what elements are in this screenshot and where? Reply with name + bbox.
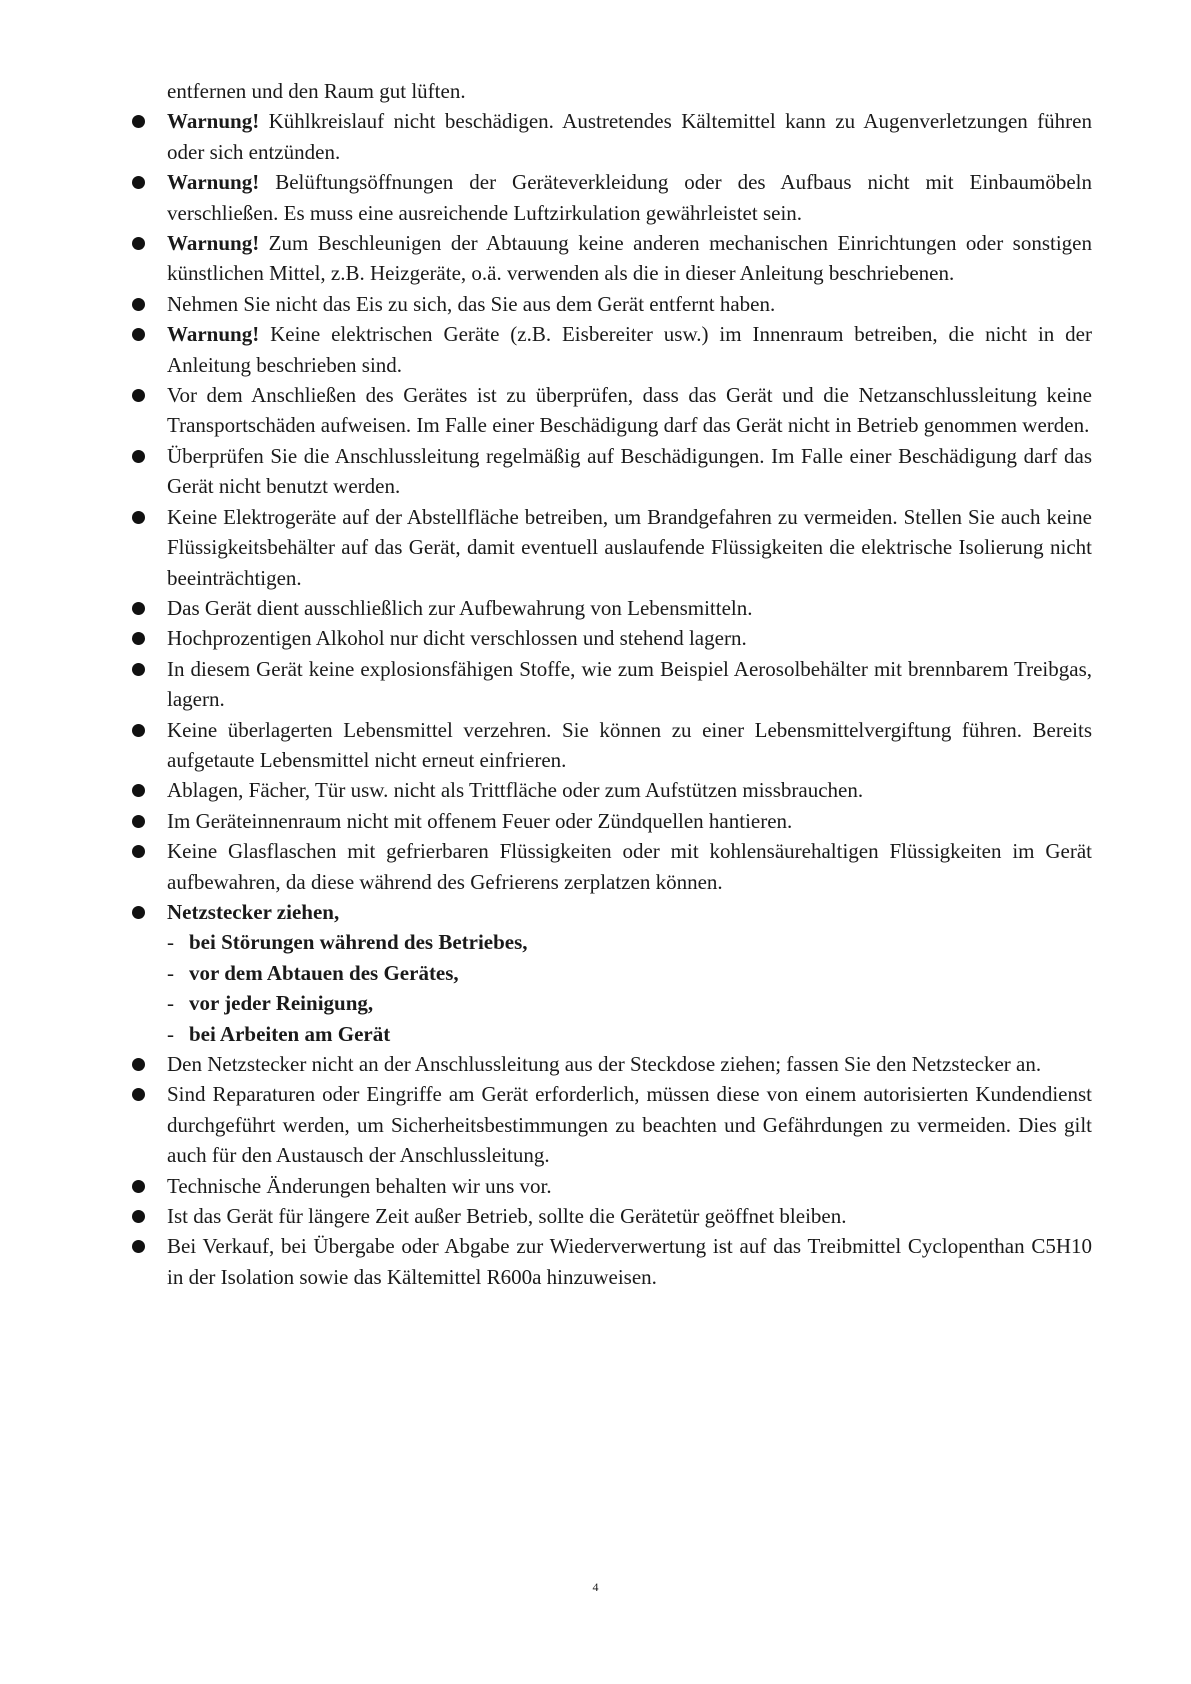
list-item-text: Keine Glasflaschen mit gefrierbaren Flüssigkeiten oder mit kohlensäurehaltigen Flüssigkeiten im Gerät aufbewahren, da diese während des Gefrierens zerplatzen können. bbox=[167, 839, 1092, 894]
list-item bbox=[132, 1201, 1092, 1231]
list-item bbox=[132, 289, 1092, 319]
warning-label: Warnung! bbox=[167, 170, 260, 195]
bullet-icon bbox=[132, 511, 145, 524]
list-item-text: Belüftungsöffnungen der Geräteverkleidung oder des Aufbaus nicht mit Einbaumöbeln verschließen. Es muss eine ausreichende Luftzirkulation gewährleistet sein. bbox=[167, 170, 1092, 225]
safety-list bbox=[132, 106, 1092, 1292]
bullet-icon bbox=[132, 815, 145, 828]
list-item-text: Technische Änderungen behalten wir uns vor. bbox=[167, 1173, 552, 1198]
sub-list-item bbox=[167, 988, 1092, 1018]
bullet-icon bbox=[132, 237, 145, 250]
list-item bbox=[132, 897, 1092, 927]
list-item bbox=[132, 106, 1092, 167]
bullet-icon bbox=[132, 845, 145, 858]
list-item-text: Zum Beschleunigen der Abtauung keine anderen mechanischen Einrichtungen oder sonstigen künstlichen Mittel, z.B. Heizgeräte, o.ä. verwenden als die in dieser Anleitung beschriebenen. bbox=[167, 231, 1092, 286]
list-item-text: Den Netzstecker nicht an der Anschlussleitung aus der Steckdose ziehen; fassen Sie den Netzstecker an. bbox=[167, 1052, 1042, 1076]
list-item bbox=[132, 806, 1092, 836]
list-item bbox=[132, 654, 1092, 715]
bullet-icon bbox=[132, 1088, 145, 1101]
dash-icon: - bbox=[167, 960, 174, 985]
list-item-text: Keine Elektrogeräte auf der Abstellfläche betreiben, um Brandgefahren zu vermeiden. Stellen Sie auch keine Flüssigkeitsbehälter auf das Gerät, damit eventuell auslaufende Flüssigkeiten die elektrische Isolierung nicht beeinträchtigen. bbox=[167, 504, 1092, 590]
bullet-icon bbox=[132, 389, 145, 402]
sub-list-item bbox=[167, 1019, 1092, 1049]
sub-list-item-text: vor jeder Reinigung, bbox=[189, 991, 374, 1016]
list-item-text: Kühlkreislauf nicht beschädigen. Austretendes Kältemittel kann zu Augenverletzungen führen oder sich entzünden. bbox=[167, 109, 1092, 164]
list-item bbox=[132, 593, 1092, 623]
bullet-icon bbox=[132, 663, 145, 676]
list-item-text: Sind Reparaturen oder Eingriffe am Gerät erforderlich, müssen diese von einem autorisierten Kundendienst durchgeführt werden, um Sicherheitsbestimmungen zu beachten und Gefährdungen zu vermeiden. Dies gilt auch für den Austausch der Anschlussleitung. bbox=[167, 1082, 1092, 1168]
unplug-heading: Netzstecker ziehen, bbox=[167, 899, 340, 924]
bullet-icon bbox=[132, 784, 145, 797]
list-item bbox=[132, 775, 1092, 805]
list-item-text: Ist das Gerät für längere Zeit außer Betrieb, sollte die Gerätetür geöffnet bleiben. bbox=[167, 1204, 847, 1229]
list-item-text: Hochprozentigen Alkohol nur dicht verschlossen und stehend lagern. bbox=[167, 626, 747, 651]
list-item-text: Bei Verkauf, bei Übergabe oder Abgabe zur Wiederverwertung ist auf das Treibmittel Cyclopenthan C5H10 in der Isolation sowie das Kältemittel R600a hinzuweisen. bbox=[167, 1234, 1092, 1289]
list-item bbox=[132, 715, 1092, 776]
list-item bbox=[132, 1079, 1092, 1170]
bullet-icon bbox=[132, 1180, 145, 1193]
bullet-icon bbox=[132, 632, 145, 645]
list-item bbox=[132, 380, 1092, 441]
dash-icon: - bbox=[167, 1021, 174, 1046]
list-item-text: Vor dem Anschließen des Gerätes ist zu überprüfen, dass das Gerät und die Netzanschlussleitung keine Transportschäden aufweisen. Im Falle einer Beschädigung darf das Gerät nicht in Betrieb genommen werden. bbox=[167, 383, 1092, 438]
bullet-icon bbox=[132, 115, 145, 128]
list-item bbox=[132, 623, 1092, 653]
bullet-icon bbox=[132, 1210, 145, 1223]
list-item bbox=[132, 1049, 1092, 1079]
list-item bbox=[132, 1231, 1092, 1292]
bullet-icon bbox=[132, 1058, 145, 1071]
list-item-text: Das Gerät dient ausschließlich zur Aufbewahrung von Lebensmitteln. bbox=[167, 595, 753, 620]
list-item-text: Keine überlagerten Lebensmittel verzehren. Sie können zu einer Lebensmittelvergiftung führen. Bereits aufgetaute Lebensmittel nicht erneut einfrieren. bbox=[167, 717, 1092, 772]
list-item bbox=[132, 1171, 1092, 1201]
page-number: 4 bbox=[592, 1580, 599, 1594]
list-item bbox=[132, 836, 1092, 897]
bullet-icon bbox=[132, 298, 145, 311]
list-item bbox=[132, 502, 1092, 593]
sub-list-item-text: vor dem Abtauen des Gerätes, bbox=[189, 960, 459, 985]
warning-label: Warnung! bbox=[167, 231, 260, 256]
bullet-icon bbox=[132, 602, 145, 615]
continuation-text: entfernen und den Raum gut lüften. bbox=[167, 79, 466, 103]
dash-icon: - bbox=[167, 930, 174, 955]
list-item bbox=[132, 441, 1092, 502]
list-item-text: In diesem Gerät keine explosionsfähigen Stoffe, wie zum Beispiel Aerosolbehälter mit brennbarem Treibgas, lagern. bbox=[167, 656, 1092, 712]
list-item-text: Im Geräteinnenraum nicht mit offenem Feuer oder Zündquellen hantieren. bbox=[167, 808, 793, 833]
list-item-text: Ablagen, Fächer, Tür usw. nicht als Trittfläche oder zum Aufstützen missbrauchen. bbox=[167, 778, 864, 803]
list-item-text: Nehmen Sie nicht das Eis zu sich, das Sie aus dem Gerät entfernt haben. bbox=[167, 291, 776, 316]
list-item-text: Überprüfen Sie die Anschlussleitung regelmäßig auf Beschädigungen. Im Falle einer Beschädigung darf das Gerät nicht benutzt werden. bbox=[167, 443, 1092, 499]
sub-list-item bbox=[167, 958, 1092, 988]
list-item bbox=[132, 319, 1092, 380]
bullet-icon bbox=[132, 328, 145, 341]
warning-label: Warnung! bbox=[167, 109, 260, 134]
bullet-icon bbox=[132, 724, 145, 737]
dash-icon: - bbox=[167, 991, 174, 1016]
sub-list-item-text: bei Arbeiten am Gerät bbox=[189, 1021, 391, 1046]
unplug-sub-list bbox=[132, 927, 1092, 1049]
sub-list-item-text: bei Störungen während des Betriebes, bbox=[189, 930, 528, 955]
sub-list-item bbox=[167, 927, 1092, 957]
list-item bbox=[132, 228, 1092, 289]
bullet-icon bbox=[132, 1240, 145, 1253]
document-body bbox=[132, 76, 1092, 1292]
warning-label: Warnung! bbox=[167, 322, 260, 347]
bullet-icon bbox=[132, 906, 145, 919]
list-item-text: Keine elektrischen Geräte (z.B. Eisbereiter usw.) im Innenraum betreiben, die nicht in der Anleitung beschrieben sind. bbox=[167, 322, 1092, 377]
list-item bbox=[132, 167, 1092, 228]
bullet-icon bbox=[132, 450, 145, 463]
bullet-icon bbox=[132, 176, 145, 189]
